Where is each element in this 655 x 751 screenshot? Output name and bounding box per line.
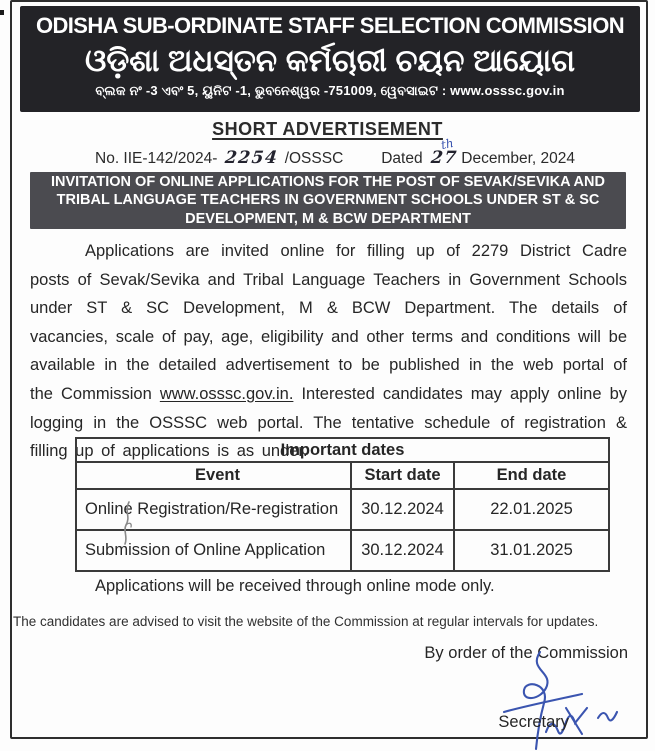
table-row (76, 489, 609, 530)
table-title-row (76, 438, 609, 462)
column-header-event: Event (76, 462, 351, 489)
ink-signature (470, 648, 640, 751)
subject-text: INVITATION OF ONLINE APPLICATIONS FOR THE POST OF SEVAK/SEVIKA AND TRIBAL LANGUAGE TEACHERS IN GOVERNMENT SCHOOLS UNDER ST & SC DEVELOPMENT, M & BCW DEPARTMENT (51, 173, 605, 227)
handwritten-date-ordinal: th (439, 135, 455, 153)
by-order-line: By order of the Commission (424, 644, 628, 662)
column-header-start-date: Start date (351, 462, 454, 489)
reference-suffix: /OSSSC (284, 150, 344, 167)
commission-title-english: ODISHA SUB-ORDINATE STAFF SELECTION COMMISSION (36, 13, 624, 38)
date-month-year: December, 2024 (461, 150, 575, 167)
event-cell: Online Registration/Re-registration (76, 489, 351, 530)
scan-artifact-dash (0, 10, 4, 15)
short-advertisement-heading: SHORT ADVERTISEMENT (212, 119, 443, 139)
handwritten-date-day: 27 (429, 148, 459, 168)
commission-title-odia: ଓଡ଼ିଶା ଅଧସ୍ତନ କର୍ମଚାରୀ ଚୟନ ଆୟୋଗ (84, 43, 576, 78)
reference-line (95, 135, 575, 168)
subject-banner (30, 172, 626, 229)
event-cell: Submission of Online Application (76, 530, 351, 571)
pen-mark (117, 500, 139, 546)
masthead (20, 6, 640, 112)
start-date-cell: 30.12.2024 (351, 489, 454, 530)
end-date-cell: 22.01.2025 (454, 489, 609, 530)
body-paragraph (30, 237, 627, 466)
column-header-end-date: End date (454, 462, 609, 489)
date-label: Dated (381, 150, 423, 167)
body-text-outro: Interested candidates may apply online by logging in the OSSSC web portal. The tentative schedule of registration & filling up of applications is as under. (30, 384, 628, 461)
table-row (76, 530, 609, 571)
online-only-note: Applications will be received through online mode only. (95, 577, 495, 595)
advisory-note: The candidates are advised to visit the website of the Commission at regular intervals for updates. (13, 614, 599, 629)
start-date-cell: 30.12.2024 (351, 530, 454, 571)
table-title: Important dates (76, 438, 609, 462)
table-header-row (76, 462, 609, 489)
end-date-cell: 31.01.2025 (454, 530, 609, 571)
commission-address: ବ୍ଲକ ନଂ -3 ଏବଂ 5, ୟୁନିଟ -1, ଭୁବନେଶ୍ୱର -751009, ୱେବସାଇଟ : www.osssc.gov.in (95, 83, 565, 98)
reference-prefix: No. IIE-142/2024- (95, 150, 218, 167)
reference-number-group (95, 148, 343, 168)
handwritten-reference-number: 2254 (224, 148, 280, 168)
body-text-intro: Applications are invited online for filling up of 2279 District Cadre posts of Sevak/Sevika and Tribal Language Teachers in Government Schools under ST & SC Development, M & BCW Department. The details of vacancies, scale of pay, age, eligibility and other terms and conditions will be available in the detailed advertisement to be published in the web portal of the Commission (30, 242, 627, 403)
date-group (381, 135, 575, 168)
signatory-title: Secretary (498, 713, 569, 731)
important-dates-table (75, 437, 610, 572)
website-link-text: www.osssc.gov.in. (159, 384, 294, 403)
handwritten-date-day-wrap (429, 135, 459, 168)
